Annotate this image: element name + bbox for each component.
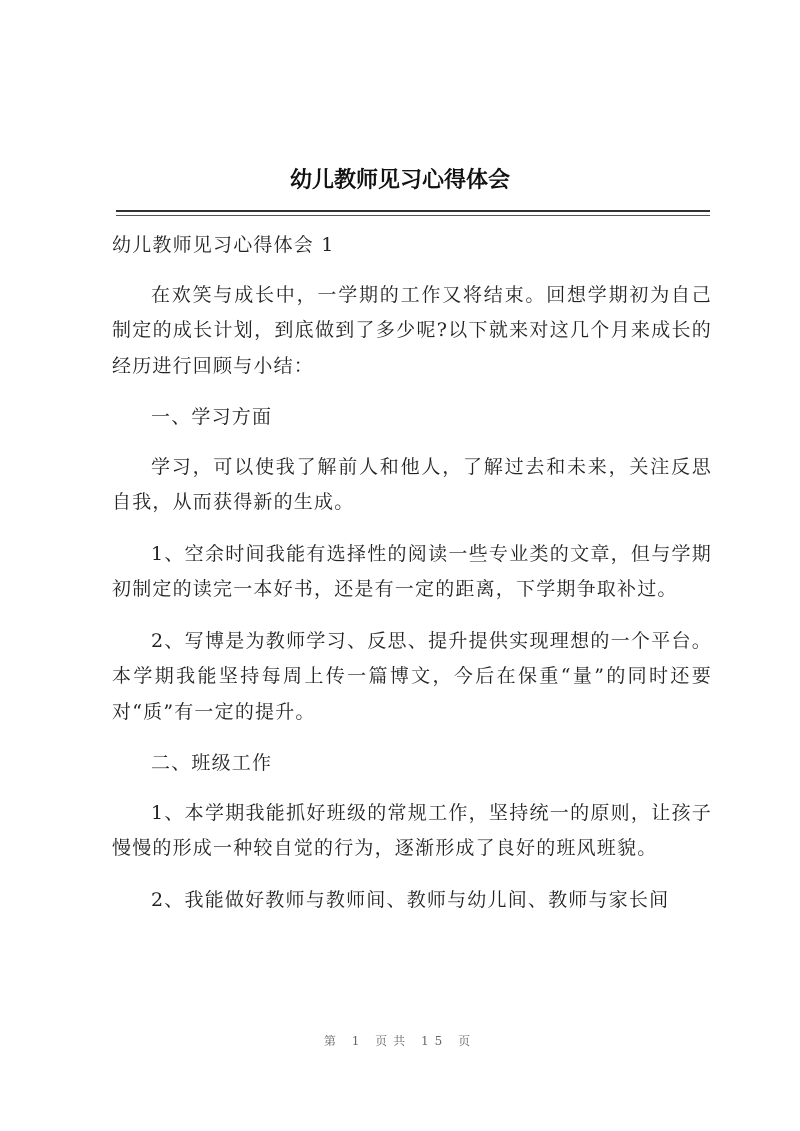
section-heading: 幼儿教师见习心得体会 1 [112,234,335,256]
title-divider-thick [116,210,710,212]
paragraph-intro: 在欢笑与成长中，一学期的工作又将结束。回想学期初为自己制定的成长计划，到底做到了多少呢?以下就来对这几个月来成长的经历进行回顾与小结： [112,283,712,377]
document-title: 幼儿教师见习心得体会 [289,168,510,193]
page-number: 第 1 页共 15 页 [323,1034,477,1048]
paragraph-study: 学习，可以使我了解前人和他人，了解过去和未来，关注反思自我，从而获得新的生成。 [112,455,712,513]
paragraph-class-1: 1、本学期我能抓好班级的常规工作，坚持统一的原则，让孩子慢慢的形成一种较自觉的行为，逐渐形成了良好的班风班貌。 [112,801,712,859]
heading-study: 一、学习方面 [151,406,273,428]
heading-class-work: 二、班级工作 [151,752,273,774]
paragraph-class-2: 2、我能做好教师与教师间、教师与幼儿间、教师与家长间 [151,888,670,911]
title-divider-thin [116,215,710,216]
paragraph-study-1: 1、空余时间我能有选择性的阅读一些专业类的文章，但与学期初制定的读完一本好书，还是有一定的距离，下学期争取补过。 [112,542,712,600]
document-body [112,228,712,934]
paragraph-study-2: 2、写博是为教师学习、反思、提升提供实现理想的一个平台。本学期我能坚持每周上传一篇博文，今后在保重“量”的同时还要对“质”有一定的提升。 [112,629,712,723]
